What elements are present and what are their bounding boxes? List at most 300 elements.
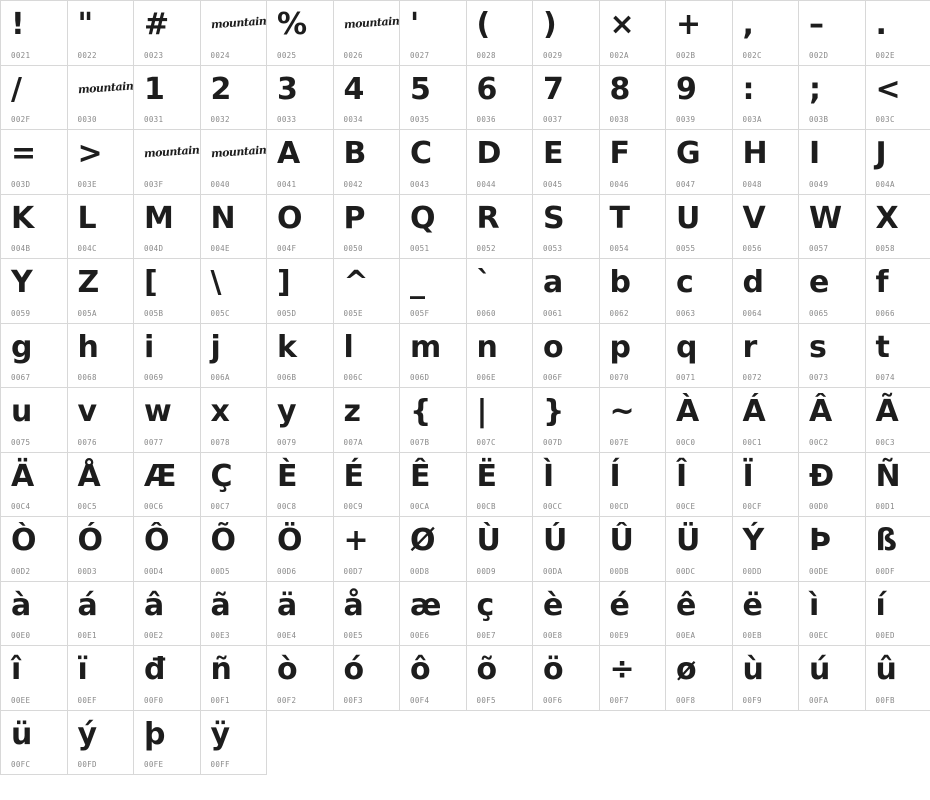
glyph-character: ~ — [609, 394, 635, 429]
glyph-cell[interactable] — [600, 388, 667, 453]
glyph-cell[interactable] — [533, 130, 600, 195]
glyph-character: Ö — [277, 523, 303, 558]
glyph-cell[interactable] — [533, 66, 600, 131]
glyph-cell[interactable] — [666, 130, 733, 195]
glyph-cell[interactable] — [400, 66, 467, 131]
glyph-unicode-code: 00F9 — [742, 695, 762, 705]
glyph-cell[interactable] — [733, 517, 800, 582]
glyph-character: l — [343, 329, 354, 365]
glyph-cell[interactable] — [533, 1, 600, 66]
glyph-unicode-code: 00C6 — [144, 502, 164, 511]
glyph-unicode-code: 00C4 — [11, 502, 31, 511]
glyph-cell[interactable] — [733, 582, 800, 647]
glyph-cell[interactable] — [1, 388, 68, 453]
glyph-character: w — [144, 394, 172, 429]
glyph-cell[interactable] — [467, 324, 534, 389]
glyph-cell[interactable] — [600, 453, 667, 518]
glyph-unicode-code: 00EB — [742, 631, 762, 640]
glyph-cell[interactable] — [733, 1, 800, 66]
glyph-unicode-code: 0061 — [543, 308, 563, 318]
glyph-character: ) — [543, 7, 557, 42]
glyph-cell[interactable] — [400, 130, 467, 195]
glyph-cell[interactable] — [866, 582, 930, 647]
glyph-character: Ã — [875, 394, 899, 429]
glyph-character: ú — [809, 652, 830, 687]
glyph-character: v — [77, 394, 97, 429]
glyph-unicode-code: 0032 — [210, 115, 230, 124]
glyph-cell[interactable] — [400, 646, 467, 711]
glyph-cell[interactable] — [201, 646, 268, 711]
glyph-cell[interactable] — [533, 324, 600, 389]
glyph-unicode-code: 002C — [742, 50, 762, 60]
glyph-character: 9 — [676, 71, 697, 107]
glyph-unicode-code: 0044 — [476, 179, 496, 189]
glyph-cell[interactable] — [334, 517, 401, 582]
glyph-unicode-code: 0064 — [742, 308, 762, 318]
glyph-unicode-code: 00F4 — [410, 695, 430, 705]
glyph-cell[interactable] — [267, 66, 334, 131]
glyph-character: Q — [410, 200, 436, 236]
glyph-character: – — [809, 7, 824, 42]
glyph-cell[interactable] — [267, 453, 334, 518]
glyph-unicode-code: 00DA — [543, 566, 563, 576]
glyph-character: Â — [809, 394, 832, 429]
glyph-cell[interactable] — [134, 582, 201, 647]
glyph-character: ( — [476, 7, 490, 42]
glyph-cell[interactable] — [1, 517, 68, 582]
glyph-cell[interactable] — [799, 582, 866, 647]
glyph-cell[interactable] — [799, 453, 866, 518]
glyph-cell[interactable] — [267, 582, 334, 647]
glyph-unicode-code: 0047 — [676, 179, 696, 189]
glyph-character: Ø — [410, 523, 436, 558]
glyph-cell[interactable] — [267, 130, 334, 195]
glyph-unicode-code: 006E — [476, 373, 496, 382]
glyph-cell[interactable] — [866, 66, 930, 131]
glyph-unicode-code: 00D0 — [809, 502, 829, 511]
glyph-cell[interactable] — [866, 453, 930, 518]
glyph-character: % — [277, 7, 307, 42]
glyph-character: s — [809, 329, 827, 365]
glyph-cell[interactable] — [666, 582, 733, 647]
glyph-cell[interactable] — [134, 388, 201, 453]
glyph-cell[interactable] — [201, 517, 268, 582]
glyph-cell[interactable] — [1, 195, 68, 260]
glyph-unicode-code: 00E9 — [609, 631, 629, 640]
glyph-cell[interactable] — [134, 517, 201, 582]
glyph-cell[interactable] — [134, 259, 201, 324]
glyph-character: d — [742, 265, 764, 300]
glyph-character: Î — [676, 458, 687, 494]
glyph-character: þ — [144, 716, 165, 752]
glyph-unicode-code: 00C2 — [809, 437, 829, 447]
logo-glyph: mountain — [210, 142, 267, 160]
glyph-character: n — [476, 329, 498, 365]
glyph-cell[interactable] — [267, 646, 334, 711]
glyph-character: ê — [676, 587, 696, 623]
glyph-character: K — [11, 200, 34, 236]
glyph-character: O — [277, 200, 303, 236]
glyph-cell[interactable] — [68, 646, 135, 711]
glyph-cell[interactable] — [1, 66, 68, 131]
glyph-cell[interactable] — [1, 130, 68, 195]
glyph-character: G — [676, 136, 701, 171]
glyph-cell[interactable] — [68, 711, 135, 776]
glyph-cell[interactable] — [201, 1, 268, 66]
glyph-cell[interactable] — [467, 130, 534, 195]
glyph-cell[interactable] — [334, 130, 401, 195]
glyph-cell[interactable] — [799, 130, 866, 195]
glyph-cell[interactable] — [134, 66, 201, 131]
glyph-cell[interactable] — [666, 1, 733, 66]
glyph-character: ù — [742, 652, 764, 687]
glyph-cell[interactable] — [467, 517, 534, 582]
glyph-unicode-code: 005F — [410, 308, 430, 318]
glyph-cell[interactable] — [1, 711, 68, 776]
glyph-cell[interactable] — [666, 324, 733, 389]
glyph-character: Ù — [476, 523, 501, 558]
glyph-cell[interactable] — [201, 453, 268, 518]
glyph-character: C — [410, 136, 432, 171]
glyph-cell[interactable] — [134, 130, 201, 195]
glyph-cell[interactable] — [134, 711, 201, 776]
glyph-cell[interactable] — [400, 195, 467, 260]
glyph-character: Ý — [742, 523, 764, 558]
glyph-cell[interactable] — [334, 1, 401, 66]
glyph-cell[interactable] — [600, 646, 667, 711]
glyph-cell[interactable] — [400, 453, 467, 518]
glyph-cell[interactable] — [201, 324, 268, 389]
glyph-cell[interactable] — [1, 324, 68, 389]
glyph-cell[interactable] — [467, 66, 534, 131]
glyph-cell[interactable] — [600, 324, 667, 389]
glyph-cell[interactable] — [334, 66, 401, 131]
glyph-cell[interactable] — [334, 388, 401, 453]
glyph-cell[interactable] — [68, 259, 135, 324]
glyph-character: [ — [144, 265, 158, 300]
glyph-cell[interactable] — [201, 66, 268, 131]
glyph-character: Ï — [742, 458, 754, 494]
glyph-unicode-code: 002B — [676, 50, 696, 60]
glyph-cell[interactable] — [201, 195, 268, 260]
glyph-unicode-code: 0072 — [742, 373, 762, 382]
glyph-character: y — [277, 394, 297, 429]
glyph-character: _ — [410, 265, 425, 300]
glyph-cell[interactable] — [600, 259, 667, 324]
glyph-cell[interactable] — [201, 259, 268, 324]
glyph-cell[interactable] — [866, 646, 930, 711]
glyph-cell[interactable] — [267, 1, 334, 66]
glyph-cell[interactable] — [1, 453, 68, 518]
glyph-cell[interactable] — [334, 582, 401, 647]
glyph-character: Y — [11, 265, 33, 300]
glyph-cell[interactable] — [533, 259, 600, 324]
glyph-unicode-code: 0069 — [144, 373, 164, 382]
glyph-cell[interactable] — [467, 453, 534, 518]
glyph-cell[interactable] — [400, 324, 467, 389]
glyph-cell[interactable] — [799, 517, 866, 582]
glyph-cell[interactable] — [733, 646, 800, 711]
glyph-unicode-code: 004A — [875, 179, 895, 189]
glyph-cell[interactable] — [134, 324, 201, 389]
glyph-character: Ì — [543, 458, 554, 494]
glyph-character: S — [543, 200, 565, 236]
glyph-cell[interactable] — [467, 195, 534, 260]
glyph-cell[interactable] — [68, 195, 135, 260]
glyph-unicode-code: 0050 — [343, 244, 363, 253]
glyph-unicode-code: 00F1 — [210, 695, 230, 705]
glyph-character: æ — [410, 587, 441, 623]
glyph-cell[interactable] — [799, 66, 866, 131]
glyph-unicode-code: 002D — [809, 50, 829, 60]
glyph-character: > — [77, 136, 103, 171]
glyph-cell[interactable] — [267, 324, 334, 389]
glyph-cell[interactable] — [68, 66, 135, 131]
glyph-unicode-code: 0045 — [543, 179, 563, 189]
glyph-cell[interactable] — [600, 195, 667, 260]
glyph-cell[interactable] — [799, 259, 866, 324]
glyph-unicode-code: 00DC — [676, 566, 696, 576]
glyph-character: B — [343, 136, 366, 171]
glyph-unicode-code: 0036 — [476, 115, 496, 124]
glyph-cell[interactable] — [666, 646, 733, 711]
glyph-cell[interactable] — [799, 388, 866, 453]
glyph-cell[interactable] — [799, 324, 866, 389]
glyph-character: A — [277, 136, 300, 171]
glyph-cell[interactable] — [267, 259, 334, 324]
glyph-cell[interactable] — [334, 195, 401, 260]
glyph-character: T — [609, 200, 630, 236]
glyph-character: D — [476, 136, 501, 171]
glyph-unicode-code: 00DB — [609, 566, 629, 576]
glyph-cell[interactable] — [1, 259, 68, 324]
glyph-character: ö — [543, 652, 564, 687]
glyph-character: . — [875, 7, 887, 42]
glyph-unicode-code: 00E1 — [77, 631, 97, 640]
glyph-unicode-code: 00EC — [809, 631, 829, 640]
glyph-cell[interactable] — [467, 388, 534, 453]
glyph-cell[interactable] — [733, 388, 800, 453]
glyph-cell[interactable] — [666, 517, 733, 582]
glyph-cell[interactable] — [267, 195, 334, 260]
glyph-character: a — [543, 265, 563, 300]
glyph-cell[interactable] — [733, 66, 800, 131]
glyph-cell[interactable] — [467, 582, 534, 647]
glyph-unicode-code: 0031 — [144, 115, 164, 124]
glyph-unicode-code: 0051 — [410, 244, 430, 253]
glyph-unicode-code: 0037 — [543, 115, 563, 124]
glyph-cell[interactable] — [134, 1, 201, 66]
glyph-cell[interactable] — [267, 517, 334, 582]
glyph-unicode-code: 003C — [875, 115, 895, 124]
logo-glyph: mountain — [143, 142, 200, 160]
glyph-cell[interactable] — [201, 711, 268, 776]
glyph-cell[interactable] — [267, 388, 334, 453]
glyph-cell[interactable] — [134, 646, 201, 711]
glyph-character: 1 — [144, 71, 165, 107]
glyph-cell[interactable] — [68, 1, 135, 66]
glyph-character: é — [609, 587, 630, 623]
glyph-cell[interactable] — [400, 582, 467, 647]
glyph-cell[interactable] — [68, 582, 135, 647]
glyph-cell[interactable] — [866, 517, 930, 582]
glyph-cell[interactable] — [666, 388, 733, 453]
glyph-cell[interactable] — [533, 453, 600, 518]
glyph-cell[interactable] — [400, 517, 467, 582]
glyph-cell[interactable] — [334, 324, 401, 389]
glyph-unicode-code: 0026 — [343, 50, 363, 60]
glyph-cell[interactable] — [1, 1, 68, 66]
glyph-character: I — [809, 136, 820, 171]
glyph-unicode-code: 0034 — [343, 115, 363, 124]
glyph-unicode-code: 0052 — [476, 244, 496, 253]
glyph-cell[interactable] — [400, 259, 467, 324]
glyph-unicode-code: 0070 — [609, 373, 629, 382]
glyph-cell[interactable] — [666, 453, 733, 518]
glyph-cell[interactable] — [68, 388, 135, 453]
glyph-cell[interactable] — [334, 259, 401, 324]
glyph-unicode-code: 00C1 — [742, 437, 762, 447]
glyph-unicode-code: 0053 — [543, 244, 563, 253]
glyph-character: ` — [476, 265, 491, 300]
glyph-cell[interactable] — [400, 1, 467, 66]
glyph-unicode-code: 0079 — [277, 437, 297, 447]
glyph-cell[interactable] — [68, 453, 135, 518]
glyph-unicode-code: 00D4 — [144, 566, 164, 576]
glyph-unicode-code: 006C — [343, 373, 363, 382]
glyph-cell[interactable] — [733, 453, 800, 518]
glyph-character: ô — [410, 652, 431, 687]
glyph-unicode-code: 00CB — [476, 502, 496, 511]
glyph-cell[interactable] — [467, 259, 534, 324]
glyph-unicode-code: 0074 — [875, 373, 895, 382]
glyph-unicode-code: 003D — [11, 179, 31, 189]
glyph-cell[interactable] — [334, 453, 401, 518]
glyph-cell[interactable] — [68, 324, 135, 389]
glyph-cell[interactable] — [533, 388, 600, 453]
glyph-unicode-code: 00D7 — [343, 566, 363, 576]
glyph-character: 3 — [277, 71, 298, 107]
glyph-character: h — [77, 329, 99, 365]
glyph-cell[interactable] — [68, 517, 135, 582]
glyph-cell[interactable] — [1, 582, 68, 647]
glyph-cell[interactable] — [134, 195, 201, 260]
glyph-character: } — [543, 394, 564, 429]
glyph-cell[interactable] — [600, 517, 667, 582]
glyph-character: ë — [742, 587, 763, 623]
glyph-character: Ê — [410, 458, 430, 494]
glyph-cell[interactable] — [600, 130, 667, 195]
glyph-cell[interactable] — [533, 517, 600, 582]
glyph-cell[interactable] — [201, 582, 268, 647]
glyph-cell[interactable] — [334, 646, 401, 711]
glyph-unicode-code: 00D5 — [210, 566, 230, 576]
glyph-unicode-code: 00EF — [77, 695, 97, 705]
glyph-unicode-code: 0040 — [210, 179, 230, 189]
glyph-character: û — [875, 652, 897, 687]
glyph-cell[interactable] — [799, 195, 866, 260]
glyph-unicode-code: 0022 — [77, 50, 97, 60]
glyph-cell[interactable] — [600, 582, 667, 647]
glyph-character: ò — [277, 652, 298, 687]
glyph-character: 8 — [609, 71, 630, 107]
glyph-cell[interactable] — [600, 1, 667, 66]
glyph-cell[interactable] — [733, 324, 800, 389]
glyph-cell[interactable] — [866, 195, 930, 260]
glyph-cell[interactable] — [1, 646, 68, 711]
glyph-unicode-code: 007E — [609, 437, 629, 447]
glyph-character: R — [476, 200, 500, 236]
glyph-cell[interactable] — [866, 1, 930, 66]
glyph-cell[interactable] — [799, 646, 866, 711]
glyph-cell[interactable] — [666, 259, 733, 324]
glyph-cell[interactable] — [666, 195, 733, 260]
glyph-cell[interactable] — [733, 130, 800, 195]
glyph-unicode-code: 0063 — [676, 308, 696, 318]
glyph-cell[interactable] — [467, 1, 534, 66]
glyph-unicode-code: 00CD — [609, 502, 629, 511]
glyph-unicode-code: 005B — [144, 308, 164, 318]
glyph-cell[interactable] — [400, 388, 467, 453]
glyph-cell[interactable] — [533, 582, 600, 647]
glyph-unicode-code: 0021 — [11, 50, 31, 60]
glyph-cell[interactable] — [533, 195, 600, 260]
glyph-cell[interactable] — [866, 324, 930, 389]
glyph-unicode-code: 006F — [543, 373, 563, 382]
glyph-unicode-code: 0054 — [609, 244, 629, 253]
glyph-character: É — [343, 458, 364, 494]
glyph-unicode-code: 00CA — [410, 502, 430, 511]
glyph-character: o — [543, 329, 564, 365]
glyph-cell[interactable] — [533, 646, 600, 711]
glyph-character: P — [343, 200, 365, 236]
glyph-unicode-code: 00E2 — [144, 631, 164, 640]
glyph-cell[interactable] — [666, 66, 733, 131]
glyph-cell[interactable] — [201, 388, 268, 453]
glyph-cell[interactable] — [68, 130, 135, 195]
glyph-unicode-code: 0071 — [676, 373, 696, 382]
glyph-unicode-code: 00D1 — [875, 502, 895, 511]
glyph-character: ^ — [343, 265, 369, 300]
glyph-character: L — [77, 200, 97, 236]
glyph-character: í — [875, 587, 886, 623]
glyph-cell[interactable] — [467, 646, 534, 711]
glyph-cell[interactable] — [866, 130, 930, 195]
glyph-character: 2 — [210, 71, 231, 107]
glyph-character: ï — [77, 652, 88, 687]
glyph-cell[interactable] — [733, 195, 800, 260]
glyph-cell[interactable] — [733, 259, 800, 324]
glyph-cell[interactable] — [201, 130, 268, 195]
glyph-cell[interactable] — [799, 1, 866, 66]
glyph-cell[interactable] — [866, 388, 930, 453]
glyph-cell[interactable] — [134, 453, 201, 518]
glyph-character: È — [277, 458, 297, 494]
glyph-unicode-code: 003A — [742, 115, 762, 124]
glyph-character: ç — [476, 587, 494, 623]
glyph-character: Õ — [210, 523, 236, 558]
glyph-character: Ñ — [875, 458, 901, 494]
glyph-character: z — [343, 394, 361, 429]
glyph-unicode-code: 0056 — [742, 244, 762, 253]
glyph-character: Ó — [77, 523, 103, 558]
glyph-cell[interactable] — [866, 259, 930, 324]
glyph-unicode-code: 00CC — [543, 502, 563, 511]
glyph-unicode-code: 004B — [11, 244, 31, 253]
glyph-cell[interactable] — [600, 66, 667, 131]
glyph-unicode-code: 0033 — [277, 115, 297, 124]
glyph-unicode-code: 002E — [875, 50, 895, 60]
